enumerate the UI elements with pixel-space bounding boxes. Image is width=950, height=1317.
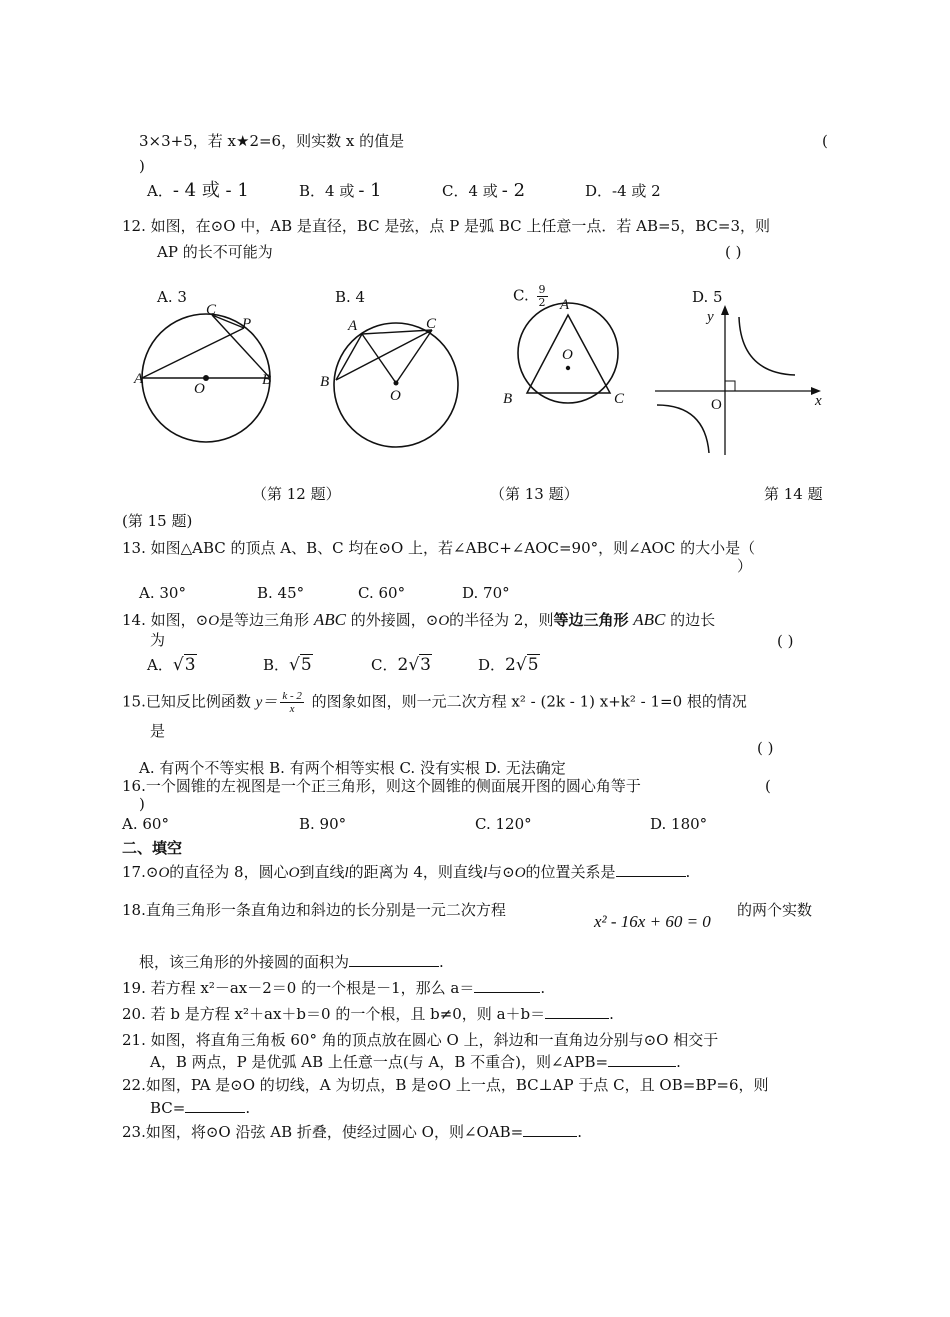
q11-option-c-value: - 2	[501, 180, 526, 201]
q17-answer-blank[interactable]	[616, 862, 686, 877]
q16-option-d: D. 180°	[650, 815, 708, 833]
q12-option-d: D. 5	[692, 288, 723, 306]
q14-line1: 14. 如图，⊙O是等边三角形 ABC 的外接圆，⊙O的半径为 2，则等边三角形 ABC 的边长	[122, 610, 716, 629]
q14-option-d: D．2√5	[478, 655, 539, 675]
fig4-label-y: y	[707, 309, 714, 325]
q13-option-a: A. 30°	[139, 584, 186, 602]
q15-paren: ( )	[757, 739, 774, 757]
caption-13: （第 13 题）	[490, 485, 579, 503]
caption-12: （第 12 题）	[252, 485, 341, 503]
q14-line2: 为	[150, 631, 166, 649]
fig1-label-a: A	[134, 371, 144, 387]
q12-line2: AP 的长不可能为	[157, 243, 273, 261]
q16-option-b: B. 90°	[299, 815, 347, 833]
fig4-label-x: x	[815, 393, 822, 409]
q21-line1: 21. 如图，将直角三角板 60° 角的顶点放在圆心 O 上，斜边和一直角边分别与⊙O 相交于	[122, 1031, 719, 1049]
q23-text: 23.如图，将⊙O 沿弦 AB 折叠，使经过圆心 O，则∠OAB= .	[122, 1123, 583, 1141]
q16-option-c: C. 120°	[475, 815, 532, 833]
q15-fraction: $\frac{k - 2}{x}$	[282, 690, 302, 715]
fig1-label-p: P	[242, 316, 252, 332]
q16-paren-close: )	[139, 795, 145, 813]
q15-line1: 15.已知反比例函数 y＝ $\frac{k - 2}{x}$ 的图象如图，则一元二次方程 x² - (2k - 1) x+k² - 1=0 根的情况	[122, 690, 747, 715]
q13-line1: 13. 如图△ABC 的顶点 A、B、C 均在⊙O 上，若∠ABC+∠AOC=90°，则∠AOC 的大小是（	[122, 539, 756, 557]
q14-option-a: A．√3	[147, 655, 196, 675]
q11-paren-open: (	[822, 132, 828, 150]
fig4-label-o: O	[711, 397, 722, 413]
fig2-label-c: C	[426, 316, 437, 332]
q12-option-c-fraction: $\frac{9}{2}$	[538, 283, 546, 309]
fig3-label-o: O	[562, 347, 573, 363]
q14-option-b: B．√5	[263, 655, 312, 675]
q13-option-b: B. 45°	[257, 584, 305, 602]
q11-option-d: D．-4 或 2	[585, 182, 661, 200]
figure-13-circle	[320, 310, 470, 460]
q11-option-c: C．4 或 - 2	[442, 180, 526, 201]
q19-text: 19. 若方程 x²－ax－2＝0 的一个根是－1，那么 a＝ .	[122, 979, 546, 997]
q11-option-a: A．- 4 或 - 1	[147, 180, 249, 201]
section-heading-fill-in: 二、填空	[122, 839, 183, 857]
q11-option-b-value: - 1	[358, 180, 382, 201]
caption-15: (第 15 题)	[122, 512, 193, 530]
q13-line2: ）	[737, 557, 753, 575]
fig2-label-b: B	[320, 374, 330, 390]
q21-answer-blank[interactable]	[608, 1052, 676, 1067]
q22-line1: 22.如图，PA 是⊙O 的切线，A 为切点，B 是⊙O 上一点，BC⊥AP 于点 C，且 OB=BP=6，则	[122, 1076, 769, 1094]
q13-option-d: D. 70°	[462, 584, 510, 602]
fig3-label-a: A	[560, 297, 570, 313]
q18-equation: x² - 16x + 60 = 0	[594, 912, 711, 931]
caption-14: 第 14 题	[764, 485, 823, 503]
q11-text: 3×3+5，若 x★2=6，则实数 x 的值是	[139, 132, 405, 150]
q14-paren: ( )	[777, 632, 794, 650]
q20-text: 20. 若 b 是方程 x²＋ax＋b＝0 的一个根，且 b≠0，则 a＋b＝ .	[122, 1005, 614, 1023]
q18-line2: 根，该三角形的外接圆的面积为 .	[139, 953, 444, 971]
q15-options: A. 有两个不等实根 B. 有两个相等实根 C. 没有实根 D. 无法确定	[139, 759, 566, 777]
q19-answer-blank[interactable]	[474, 978, 540, 993]
figure-15-graph	[655, 305, 825, 455]
q22-answer-blank[interactable]	[185, 1098, 245, 1113]
q15-line2: 是	[150, 722, 166, 740]
q18-line1-pre: 18.直角三角形一条直角边和斜边的长分别是一元二次方程	[122, 901, 506, 919]
fig1-label-c: C	[206, 302, 217, 318]
fig1-label-b: B	[262, 372, 272, 388]
q11-paren-close: )	[139, 157, 145, 175]
q13-option-c: C. 60°	[358, 584, 406, 602]
q11-option-b: B．4 或 - 1	[299, 180, 382, 201]
q18-line1-post: 的两个实数	[737, 901, 813, 919]
q12-option-a: A. 3	[157, 288, 187, 306]
fig3-label-b: B	[503, 391, 513, 407]
q21-line2: A，B 两点，P 是优弧 AB 上任意一点(与 A，B 不重合)，则∠APB= .	[150, 1053, 681, 1071]
fig2-label-a: A	[348, 318, 358, 334]
q23-answer-blank[interactable]	[523, 1122, 577, 1137]
q18-answer-blank[interactable]	[349, 952, 439, 967]
q16-paren-open: (	[765, 777, 771, 795]
fig1-label-o: O	[194, 381, 205, 397]
q14-option-c: C．2√3	[371, 655, 431, 675]
q16-option-a: A. 60°	[122, 815, 169, 833]
figure-12-circle	[134, 300, 280, 470]
q12-option-c: C. $\frac{9}{2}$	[513, 283, 546, 309]
q11-option-a-value: - 4 或 - 1	[172, 180, 249, 201]
fig2-label-o: O	[390, 388, 401, 404]
q12-option-b: B. 4	[335, 288, 366, 306]
q17-text: 17.⊙O的直径为 8，圆心O到直线l的距离为 4，则直线l与⊙O的位置关系是 .	[122, 863, 691, 881]
fig3-label-c: C	[614, 391, 625, 407]
figure-14-circle	[500, 295, 640, 415]
q20-answer-blank[interactable]	[545, 1004, 609, 1019]
q12-paren: ( )	[725, 243, 742, 261]
q22-line2: BC= .	[150, 1099, 251, 1117]
q16-line1: 16.一个圆锥的左视图是一个正三角形，则这个圆锥的侧面展开图的圆心角等于	[122, 777, 641, 795]
q12-line1: 12. 如图，在⊙O 中，AB 是直径，BC 是弦，点 P 是弧 BC 上任意一点．若 AB=5，BC=3，则	[122, 217, 770, 235]
